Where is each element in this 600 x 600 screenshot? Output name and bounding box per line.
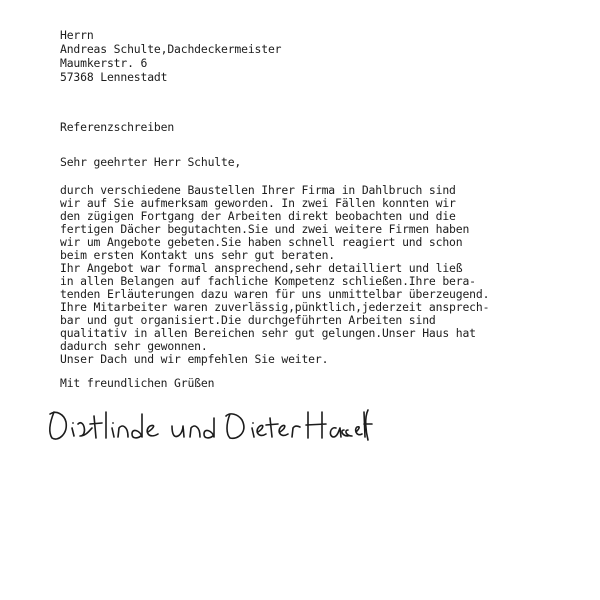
body-line: Unser Dach und wir empfehlen Sie weiter. <box>60 352 329 366</box>
body-line: wir auf Sie aufmerksam geworden. In zwei Fällen konnten wir <box>60 196 456 210</box>
body-line: tenden Erläuterungen dazu waren für uns unmittelbar überzeugend. <box>60 287 490 301</box>
body-line: den zügigen Fortgang der Arbeiten direkt beobachten und die <box>60 209 456 223</box>
body-line: in allen Belangen auf fachliche Kompetenz schließen.Ihre bera- <box>60 274 476 288</box>
body-line: beim ersten Kontakt uns sehr gut beraten. <box>60 248 336 262</box>
body-line: Ihr Angebot war formal ansprechend,sehr detailliert und ließ <box>60 261 463 275</box>
body-line: qualitativ in allen Bereichen sehr gut gelungen.Unser Haus hat <box>60 326 476 340</box>
body-line: durch verschiedene Baustellen Ihrer Firma in Dahlbruch sind <box>60 183 456 197</box>
handwritten-signature <box>44 406 374 446</box>
body-line: wir um Angebote gebeten.Sie haben schnell reagiert und schon <box>60 235 463 249</box>
body-line: dadurch sehr gewonnen. <box>60 339 208 353</box>
address-salutation: Herrn <box>60 28 94 42</box>
subject-line: Referenzschreiben <box>60 120 175 134</box>
address-name: Andreas Schulte,Dachdeckermeister <box>60 42 282 56</box>
closing-line: Mit freundlichen Grüßen <box>60 376 215 390</box>
greeting-line: Sehr geehrter Herr Schulte, <box>60 155 242 169</box>
address-street: Maumkerstr. 6 <box>60 56 148 70</box>
body-line: Ihre Mitarbeiter waren zuverlässig,pünktlich,jederzeit ansprech- <box>60 300 490 314</box>
body-line: bar und gut organisiert.Die durchgeführten Arbeiten sind <box>60 313 436 327</box>
address-city: 57368 Lennestadt <box>60 70 168 84</box>
body-line: fertigen Dächer begutachten.Sie und zwei weitere Firmen haben <box>60 222 470 236</box>
